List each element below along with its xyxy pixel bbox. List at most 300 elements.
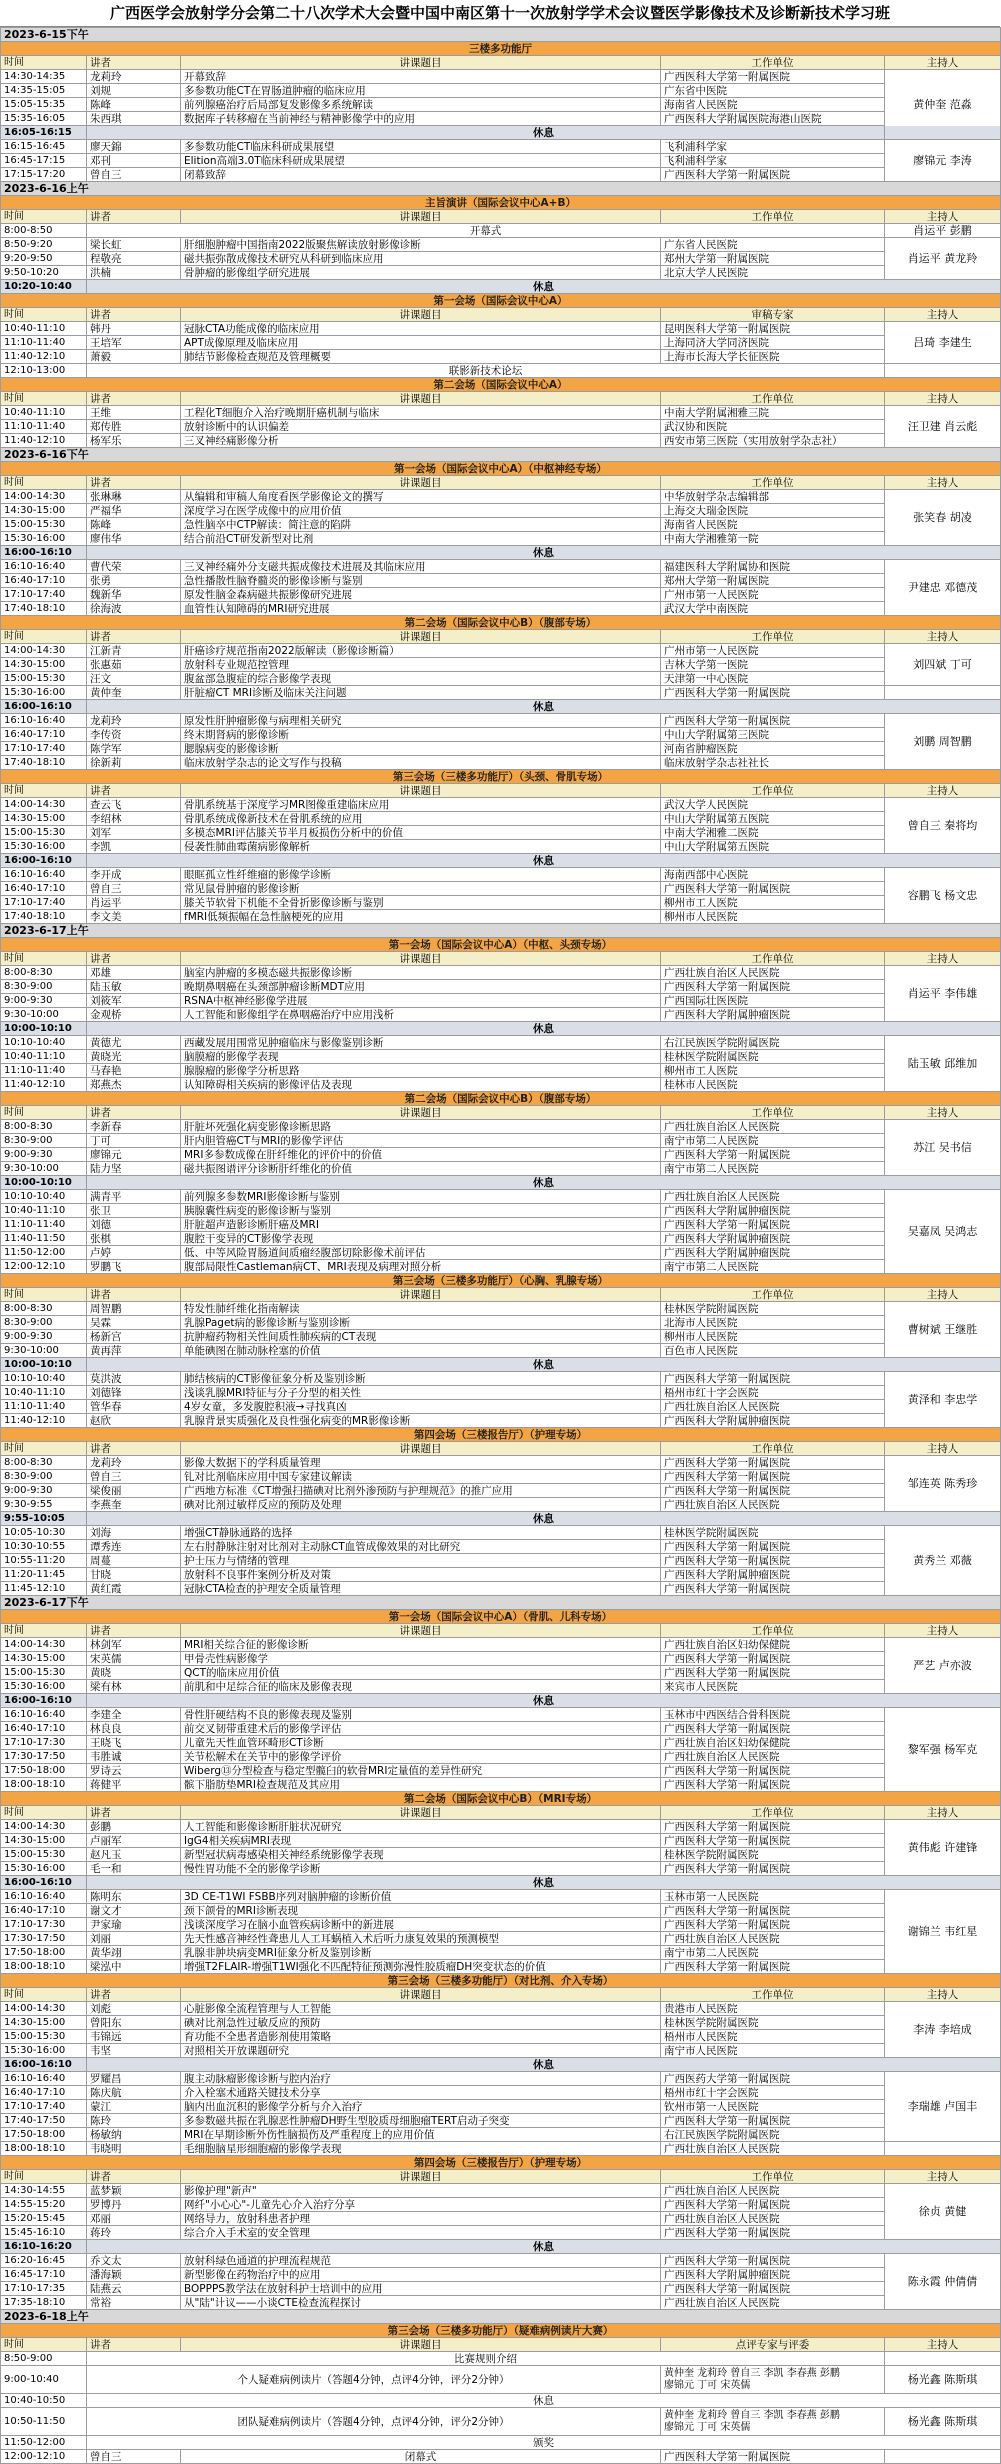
time-cell: 10:05-10:30 xyxy=(1,1526,87,1540)
speaker-cell: 李传资 xyxy=(87,728,181,742)
talk-row xyxy=(1,1820,1001,1834)
unit-cell: 柳州市工人医院 xyxy=(661,1064,885,1078)
header-cell: 主持人 xyxy=(885,2170,1001,2184)
date-row xyxy=(1,448,1001,462)
unit-cell: 广西壮族自治区妇幼保健院 xyxy=(661,1736,885,1750)
host-cell: 肖运平 李伟雄 xyxy=(885,966,1001,1022)
header-row xyxy=(1,1106,1001,1120)
talk-row xyxy=(1,1386,1001,1400)
time-cell: 16:40-17:10 xyxy=(1,882,87,896)
unit-cell: 广西医科大学第一附属医院 xyxy=(661,1862,885,1876)
header-cell: 讲课题目 xyxy=(181,2338,661,2352)
speaker-cell: 汪文 xyxy=(87,672,181,686)
host-cell xyxy=(885,2352,1001,2366)
session-row xyxy=(1,294,1001,308)
time-cell: 14:00-14:30 xyxy=(1,798,87,812)
unit-cell: 广西医科大学第一附属医院 xyxy=(661,1554,885,1568)
time-cell: 15:00-15:30 xyxy=(1,2030,87,2044)
talk-title-cell: 乳腺背景实质强化及良性强化病变的MR影像诊断 xyxy=(181,1414,661,1428)
time-cell: 14:00-14:30 xyxy=(1,490,87,504)
host-cell: 刘四斌 丁可 xyxy=(885,644,1001,686)
time-cell: 15:30-16:00 xyxy=(1,2044,87,2058)
talk-row xyxy=(1,1036,1001,1050)
speaker-cell: 毛一和 xyxy=(87,1862,181,1876)
contest-row xyxy=(1,2408,1001,2436)
speaker-cell: 陈玲 xyxy=(87,2114,181,2128)
talk-title-cell: 腹主动脉瘤影像诊断与腔内治疗 xyxy=(181,2072,661,2086)
session-title: 第四会场（三楼报告厅）（护理专场） xyxy=(1,2156,1001,2170)
talk-row xyxy=(1,2212,1001,2226)
header-row xyxy=(1,1806,1001,1820)
talk-title-cell: 肝脏超声造影诊断肝癌及MRI xyxy=(181,1218,661,1232)
header-cell: 时间 xyxy=(1,1288,87,1302)
break-label: 休息 xyxy=(87,1358,1001,1372)
time-cell: 15:30-16:00 xyxy=(1,532,87,546)
time-cell: 14:30-15:00 xyxy=(1,812,87,826)
talk-row xyxy=(1,1722,1001,1736)
talk-title-cell: 放射科绿色通道的护理流程规范 xyxy=(181,2254,661,2268)
speaker-cell: 刘筱军 xyxy=(87,994,181,1008)
unit-cell: 百色市人民医院 xyxy=(661,1344,885,1358)
header-cell: 讲者 xyxy=(87,56,181,70)
unit-cell: 中山大学附属第三医院 xyxy=(661,728,885,742)
talk-row xyxy=(1,518,1001,532)
speaker-cell: 洪楠 xyxy=(87,266,181,280)
header-cell: 主持人 xyxy=(885,952,1001,966)
program-row xyxy=(1,2352,1001,2366)
talk-row xyxy=(1,1568,1001,1582)
time-cell: 9:30-10:00 xyxy=(1,1344,87,1358)
speaker-cell: 罗诗云 xyxy=(87,1764,181,1778)
speaker-cell: 韦锦远 xyxy=(87,2030,181,2044)
session-row xyxy=(1,1974,1001,1988)
talk-row xyxy=(1,1918,1001,1932)
talk-row xyxy=(1,1680,1001,1694)
unit-cell: 广西医科大学第一附属医院 xyxy=(661,1960,885,1974)
talk-row xyxy=(1,1736,1001,1750)
time-cell: 11:40-12:10 xyxy=(1,1414,87,1428)
speaker-cell: 罗鹏飞 xyxy=(87,1260,181,1274)
header-cell: 讲者 xyxy=(87,2338,181,2352)
speaker-cell: 赵凡玉 xyxy=(87,1848,181,1862)
talk-title-cell: 腮腺病变的影像诊断 xyxy=(181,742,661,756)
header-cell: 工作单位 xyxy=(661,1442,885,1456)
session-row xyxy=(1,196,1001,210)
unit-cell: 广西医科大学第一附属医院 xyxy=(661,1918,885,1932)
talk-row xyxy=(1,112,1001,126)
speaker-cell: 蓝梦颖 xyxy=(87,2184,181,2198)
unit-cell: 广西壮族自治区人民医院 xyxy=(661,1190,885,1204)
talk-row xyxy=(1,1260,1001,1274)
session-row xyxy=(1,1092,1001,1106)
talk-row xyxy=(1,1904,1001,1918)
talk-title-cell: 开幕致辞 xyxy=(181,70,661,84)
header-cell: 主持人 xyxy=(885,630,1001,644)
time-cell: 17:40-18:10 xyxy=(1,910,87,924)
talk-title-cell: IgG4相关疾病MRI表现 xyxy=(181,1834,661,1848)
talk-row xyxy=(1,1498,1001,1512)
talk-title-cell: 西藏发展用围常见肿瘤临床与影像鉴别诊断 xyxy=(181,1036,661,1050)
host-cell: 严艺 卢亦波 xyxy=(885,1638,1001,1694)
unit-cell: 广州市第一人民医院 xyxy=(661,644,885,658)
header-cell: 讲者 xyxy=(87,952,181,966)
talk-title-cell: Wiberg⑬分型检查与稳定型髋臼的软骨MRI定量值的差异性研究 xyxy=(181,1764,661,1778)
talk-title-cell: 骨肌系统基于深度学习MR图像重建临床应用 xyxy=(181,798,661,812)
date-row xyxy=(1,924,1001,938)
talk-title-cell: RSNA中枢神经影像学进展 xyxy=(181,994,661,1008)
talk-title-cell: BOPPPS教学法在放射科护士培训中的应用 xyxy=(181,2282,661,2296)
host-cell: 尹建忠 邓德茂 xyxy=(885,560,1001,616)
talk-title-cell: 前列腺多参数MRI影像诊断与鉴别 xyxy=(181,1190,661,1204)
speaker-cell: 李文美 xyxy=(87,910,181,924)
header-cell: 工作单位 xyxy=(661,1288,885,1302)
time-cell: 17:10-17:40 xyxy=(1,2100,87,2114)
time-cell: 14:30-15:00 xyxy=(1,504,87,518)
time-cell: 15:00-15:30 xyxy=(1,1848,87,1862)
speaker-cell: 李建全 xyxy=(87,1708,181,1722)
unit-cell: 广西医科大学第一附属医院 xyxy=(661,2114,885,2128)
talk-row xyxy=(1,1834,1001,1848)
talk-title-cell: 颈下颌骨的MRI诊断表现 xyxy=(181,1904,661,1918)
time-cell: 17:10-17:40 xyxy=(1,588,87,602)
speaker-cell: 陈峰 xyxy=(87,98,181,112)
host-cell: 徐贞 黄健 xyxy=(885,2184,1001,2240)
talk-row xyxy=(1,2128,1001,2142)
unit-cell: 钦州市第一人民医院 xyxy=(661,2100,885,2114)
speaker-cell: 黄德尤 xyxy=(87,1036,181,1050)
break-label: 休息 xyxy=(87,2240,1001,2254)
expert-line: 廖锦元 丁可 宋英儒 xyxy=(664,2379,751,2391)
unit-cell: 中南大学湘雅第一院 xyxy=(661,532,885,546)
speaker-cell: 尹家瑜 xyxy=(87,1918,181,1932)
header-row xyxy=(1,210,1001,224)
speaker-cell: 潘海颖 xyxy=(87,2268,181,2282)
unit-cell: 广西医科大学附属肿瘤医院 xyxy=(661,2268,885,2282)
talk-title-cell: 腺腺瘤的影像学分析思路 xyxy=(181,1064,661,1078)
time-cell: 11:50-12:00 xyxy=(1,1246,87,1260)
time-cell: 11:40-12:10 xyxy=(1,1078,87,1092)
talk-row xyxy=(1,84,1001,98)
talk-row xyxy=(1,1218,1001,1232)
time-cell: 16:40-17:10 xyxy=(1,1904,87,1918)
talk-title-cell: 广西地方标准《CT增强扫描碘对比剂外渗预防与护理规范》的推广应用 xyxy=(181,1484,661,1498)
host-cell: 陈永霞 仲倩倩 xyxy=(885,2254,1001,2310)
talk-title-cell: 急性播散性脑脊髓炎的影像诊断与鉴别 xyxy=(181,574,661,588)
time-cell: 10:40-11:10 xyxy=(1,1386,87,1400)
speaker-cell: 罗博丹 xyxy=(87,2198,181,2212)
break-time: 16:10-16:20 xyxy=(1,2240,87,2254)
speaker-cell: 曾自三 xyxy=(87,168,181,182)
time-cell: 9:50-10:20 xyxy=(1,266,87,280)
unit-cell: 桂林医学院附属医院 xyxy=(661,1050,885,1064)
page-title: 广西医学会放射学分会第二十八次学术大会暨中国中南区第十一次放射学学术会议暨医学影像技术及诊断新技术学习班 xyxy=(0,0,1000,27)
break-row xyxy=(1,1512,1001,1526)
break-row xyxy=(1,1176,1001,1190)
talk-row xyxy=(1,560,1001,574)
speaker-cell: 张卫 xyxy=(87,1204,181,1218)
date-row xyxy=(1,2310,1001,2324)
speaker-cell: 魏新华 xyxy=(87,588,181,602)
unit-cell: 玉林市中西医结合骨科医院 xyxy=(661,1708,885,1722)
break-time: 9:55-10:05 xyxy=(1,1512,87,1526)
talk-title-cell: 多模态MRI评估膝关节半月板损伤分析中的价值 xyxy=(181,826,661,840)
time-cell: 11:20-11:45 xyxy=(1,1568,87,1582)
header-cell: 主持人 xyxy=(885,1624,1001,1638)
talk-row xyxy=(1,406,1001,420)
speaker-cell: 常裕 xyxy=(87,2296,181,2310)
speaker-cell: 黄晓光 xyxy=(87,1050,181,1064)
closing-row xyxy=(1,2450,1001,2464)
unit-cell: 上海交大瑞金医院 xyxy=(661,504,885,518)
host-cell: 李瑞雄 卢国丰 xyxy=(885,2072,1001,2142)
talk-row xyxy=(1,588,1001,602)
break-label: 休息 xyxy=(87,700,1001,714)
speaker-cell: 梁泓中 xyxy=(87,1960,181,1974)
talk-title-cell: 肝脏瘤CT MRI诊断及临床关注问题 xyxy=(181,686,661,700)
header-row xyxy=(1,1288,1001,1302)
speaker-cell: 廖锦元 xyxy=(87,1148,181,1162)
unit-cell: 广西壮族自治区人民医院 xyxy=(661,1498,885,1512)
speaker-cell: 刘彪 xyxy=(87,2002,181,2016)
header-cell: 时间 xyxy=(1,476,87,490)
time-cell: 15:00-15:30 xyxy=(1,672,87,686)
session-row xyxy=(1,616,1001,630)
talk-title-cell: 甲骨壳性病影像学 xyxy=(181,1652,661,1666)
unit-cell: 广西壮族自治区妇幼保健院 xyxy=(661,1638,885,1652)
time-cell: 15:35-16:05 xyxy=(1,112,87,126)
unit-cell: 南宁市第二人民医院 xyxy=(661,1134,885,1148)
talk-title-cell: 数据库子转移瘤在当前神经与精神影像学中的应用 xyxy=(181,112,661,126)
session-title: 第二会场（国际会议中心B）（腹部专场） xyxy=(1,616,1001,630)
header-cell: 工作单位 xyxy=(661,1106,885,1120)
host-cell: 汪卫建 肖云彪 xyxy=(885,406,1001,448)
program-label: 比赛规则介绍 xyxy=(87,2352,885,2366)
header-row xyxy=(1,1624,1001,1638)
speaker-cell: 满青平 xyxy=(87,1190,181,1204)
talk-row xyxy=(1,980,1001,994)
session-row xyxy=(1,462,1001,476)
header-cell: 讲者 xyxy=(87,1624,181,1638)
time-cell: 8:00-8:30 xyxy=(1,1456,87,1470)
host-cell: 曹树斌 王继胜 xyxy=(885,1302,1001,1358)
talk-row xyxy=(1,2296,1001,2310)
talk-title-cell: 综合介入手术室的安全管理 xyxy=(181,2226,661,2240)
time-cell: 17:15-17:20 xyxy=(1,168,87,182)
header-row xyxy=(1,392,1001,406)
talk-title-cell: 浅谈乳腺MRI特征与分子分型的相关性 xyxy=(181,1386,661,1400)
talk-row xyxy=(1,1666,1001,1680)
time-cell: 11:10-11:40 xyxy=(1,336,87,350)
time-cell: 15:30-16:00 xyxy=(1,1862,87,1876)
unit-cell: 广东省中医院 xyxy=(661,84,885,98)
talk-row xyxy=(1,896,1001,910)
header-row xyxy=(1,56,1001,70)
unit-cell: 柳州市人民医院 xyxy=(661,910,885,924)
talk-row xyxy=(1,490,1001,504)
speaker-cell: 宋英儒 xyxy=(87,1652,181,1666)
speaker-cell: 谢文才 xyxy=(87,1904,181,1918)
contest-title: 团队疑难病例读片（答题4分钟，点评4分钟，评分2分钟） xyxy=(87,2408,661,2436)
speaker-cell: 曾自三 xyxy=(87,1470,181,1484)
unit-cell: 广西医科大学第一附属医院 xyxy=(661,2450,885,2464)
speaker-cell: 朱西琪 xyxy=(87,112,181,126)
header-cell: 主持人 xyxy=(885,2338,1001,2352)
speaker-cell: 李开成 xyxy=(87,868,181,882)
unit-cell: 中山大学附属第五医院 xyxy=(661,812,885,826)
header-cell: 讲者 xyxy=(87,210,181,224)
session-title: 第三会场（三楼多功能厅）（疑难病例读片大赛） xyxy=(1,2324,1001,2338)
unit-cell: 广西医科大学第一附属医院 xyxy=(661,686,885,700)
header-cell: 时间 xyxy=(1,1624,87,1638)
break-label: 休息 xyxy=(87,854,1001,868)
talk-title-cell: 肝细胞肿瘤中国指南2022版聚焦解读放射影像诊断 xyxy=(181,238,661,252)
date-label: 2023-6-18上午 xyxy=(1,2310,1001,2324)
talk-title-cell: 碘对比剂过敏样反应的预防及处理 xyxy=(181,1498,661,1512)
host-cell: 邹连英 陈秀珍 xyxy=(885,1456,1001,1512)
host-cell xyxy=(885,2450,1001,2464)
talk-row xyxy=(1,1316,1001,1330)
talk-row xyxy=(1,2100,1001,2114)
time-cell: 14:30-14:35 xyxy=(1,70,87,84)
time-cell: 10:55-11:20 xyxy=(1,1554,87,1568)
header-cell: 主持人 xyxy=(885,784,1001,798)
header-cell: 主持人 xyxy=(885,476,1001,490)
talk-title-cell: MRI相关综合征的影像诊断 xyxy=(181,1638,661,1652)
unit-cell: 梧州市红十字会医院 xyxy=(661,2086,885,2100)
unit-cell: 广西医科大学附属医院海港山医院 xyxy=(661,112,885,126)
host-cell: 黄泽和 李忠学 xyxy=(885,1372,1001,1428)
break-time: 10:20-10:40 xyxy=(1,280,87,294)
time-cell: 9:30-10:00 xyxy=(1,1008,87,1022)
time-cell: 11:40-11:50 xyxy=(1,1232,87,1246)
talk-title-cell: 前交叉韧带重建术后的影像学评估 xyxy=(181,1722,661,1736)
talk-title-cell: fMRI低频振幅在急性脑梗死的应用 xyxy=(181,910,661,924)
header-cell: 主持人 xyxy=(885,392,1001,406)
talk-title-cell: 多参数磁共振在乳腺恶性肿瘤DH野生型胶质母细胞瘤TERT启动子突变 xyxy=(181,2114,661,2128)
schedule-table xyxy=(0,27,1001,2464)
time-cell: 16:40-17:10 xyxy=(1,2086,87,2100)
talk-title-cell: 脑室内肿瘤的多模态磁共振影像诊断 xyxy=(181,966,661,980)
header-cell: 时间 xyxy=(1,308,87,322)
header-cell: 主持人 xyxy=(885,1988,1001,2002)
speaker-cell: 曾阳东 xyxy=(87,2016,181,2030)
header-cell: 讲者 xyxy=(87,1806,181,1820)
header-cell: 讲者 xyxy=(87,392,181,406)
talk-title-cell: MRI在早期诊断外伤性脑损伤及严重程度上的应用价值 xyxy=(181,2128,661,2142)
talk-row xyxy=(1,2254,1001,2268)
time-cell: 17:50-18:00 xyxy=(1,2128,87,2142)
unit-cell: 广西医科大学第一附属医院 xyxy=(661,1470,885,1484)
talk-row xyxy=(1,1302,1001,1316)
unit-cell: 中山大学附属第五医院 xyxy=(661,840,885,854)
speaker-cell: 黄再萍 xyxy=(87,1344,181,1358)
time-cell: 16:10-16:40 xyxy=(1,2072,87,2086)
session-title: 第一会场（国际会议中心A） xyxy=(1,294,1001,308)
unit-cell: 郑州大学第一附属医院 xyxy=(661,574,885,588)
header-cell: 时间 xyxy=(1,210,87,224)
host-cell: 杨光鑫 陈斯琪 xyxy=(885,2408,1001,2436)
talk-row xyxy=(1,1372,1001,1386)
talk-title-cell: 对照相关开放课题研究 xyxy=(181,2044,661,2058)
unit-cell: 广西壮族自治区人民医院 xyxy=(661,1400,885,1414)
header-cell: 讲课题目 xyxy=(181,308,661,322)
session-title: 主旨演讲（国际会议中心A+B） xyxy=(1,196,1001,210)
header-cell: 讲课题目 xyxy=(181,2170,661,2184)
unit-cell: 桂林医学院附属医院 xyxy=(661,1526,885,1540)
unit-cell: 武汉大学中南医院 xyxy=(661,602,885,616)
talk-title-cell: 人工智能和影像诊断肝脏状况研究 xyxy=(181,1820,661,1834)
break-row xyxy=(1,854,1001,868)
talk-title-cell: 骨肿瘤的影像组学研究进展 xyxy=(181,266,661,280)
header-cell: 主持人 xyxy=(885,56,1001,70)
header-row xyxy=(1,2170,1001,2184)
speaker-cell: 王维 xyxy=(87,406,181,420)
header-row xyxy=(1,630,1001,644)
time-cell: 16:10-16:40 xyxy=(1,868,87,882)
time-cell: 9:00-9:30 xyxy=(1,1484,87,1498)
unit-cell: 广西医科大学第一附属医院 xyxy=(661,1820,885,1834)
unit-cell: 中南大学附属湘雅三院 xyxy=(661,406,885,420)
speaker-cell: 梁长虹 xyxy=(87,238,181,252)
unit-cell: 南宁市第二人民医院 xyxy=(661,1162,885,1176)
expert-line: 廖锦元 丁可 宋英儒 xyxy=(664,2421,751,2433)
time-cell: 17:10-17:40 xyxy=(1,896,87,910)
speaker-cell: 罗耀昌 xyxy=(87,2072,181,2086)
talk-title-cell: 原发性脑金森病磁共振影像研究进展 xyxy=(181,588,661,602)
talk-row xyxy=(1,2282,1001,2296)
break-label: 休息 xyxy=(87,546,1001,560)
break-time: 10:00-10:10 xyxy=(1,1358,87,1372)
talk-title-cell: 多参数功能CT临床科研成果展望 xyxy=(181,140,661,154)
time-cell: 11:10-11:40 xyxy=(1,1400,87,1414)
talk-row xyxy=(1,434,1001,448)
talk-title-cell: 心脏影像全流程管理与人工智能 xyxy=(181,2002,661,2016)
header-cell: 讲课题目 xyxy=(181,1624,661,1638)
unit-cell: 广西医科大学第一附属医院 xyxy=(661,70,885,84)
talk-title-cell: 髌下脂肪垫MRI检查规范及其应用 xyxy=(181,1778,661,1792)
speaker-cell: 赵欣 xyxy=(87,1414,181,1428)
talk-row xyxy=(1,602,1001,616)
session-title: 第二会场（国际会议中心B）（腹部专场） xyxy=(1,1092,1001,1106)
time-cell: 14:00-14:30 xyxy=(1,1638,87,1652)
header-row xyxy=(1,476,1001,490)
time-cell: 8:00-8:30 xyxy=(1,966,87,980)
talk-row xyxy=(1,70,1001,84)
speaker-cell: 刘德 xyxy=(87,1218,181,1232)
unit-cell: 福建医科大学附属协和医院 xyxy=(661,560,885,574)
talk-row xyxy=(1,1750,1001,1764)
time-cell: 15:30-16:00 xyxy=(1,1680,87,1694)
time-cell: 17:30-17:50 xyxy=(1,1750,87,1764)
break-row xyxy=(1,2240,1001,2254)
speaker-cell: 邓雄 xyxy=(87,966,181,980)
unit-cell: 广州市第一人民医院 xyxy=(661,588,885,602)
session-row xyxy=(1,1428,1001,1442)
unit-cell: 广西医药大学第一附属医院 xyxy=(661,2072,885,2086)
talk-title-cell: 晚期鼻咽癌在头颈部肿瘤诊断MDT应用 xyxy=(181,980,661,994)
talk-title-cell: 腹盆部急腹症的综合影像学表现 xyxy=(181,672,661,686)
header-cell: 时间 xyxy=(1,784,87,798)
talk-row xyxy=(1,2114,1001,2128)
talk-row xyxy=(1,574,1001,588)
time-cell: 15:00-15:30 xyxy=(1,826,87,840)
talk-row xyxy=(1,1400,1001,1414)
time-cell: 9:00-9:30 xyxy=(1,1148,87,1162)
talk-row xyxy=(1,686,1001,700)
unit-cell: 梧州市红十字会医院 xyxy=(661,1386,885,1400)
session-title: 第三会场（三楼多功能厅）（头颈、骨肌专场） xyxy=(1,770,1001,784)
speaker-cell: 卢丽军 xyxy=(87,1834,181,1848)
